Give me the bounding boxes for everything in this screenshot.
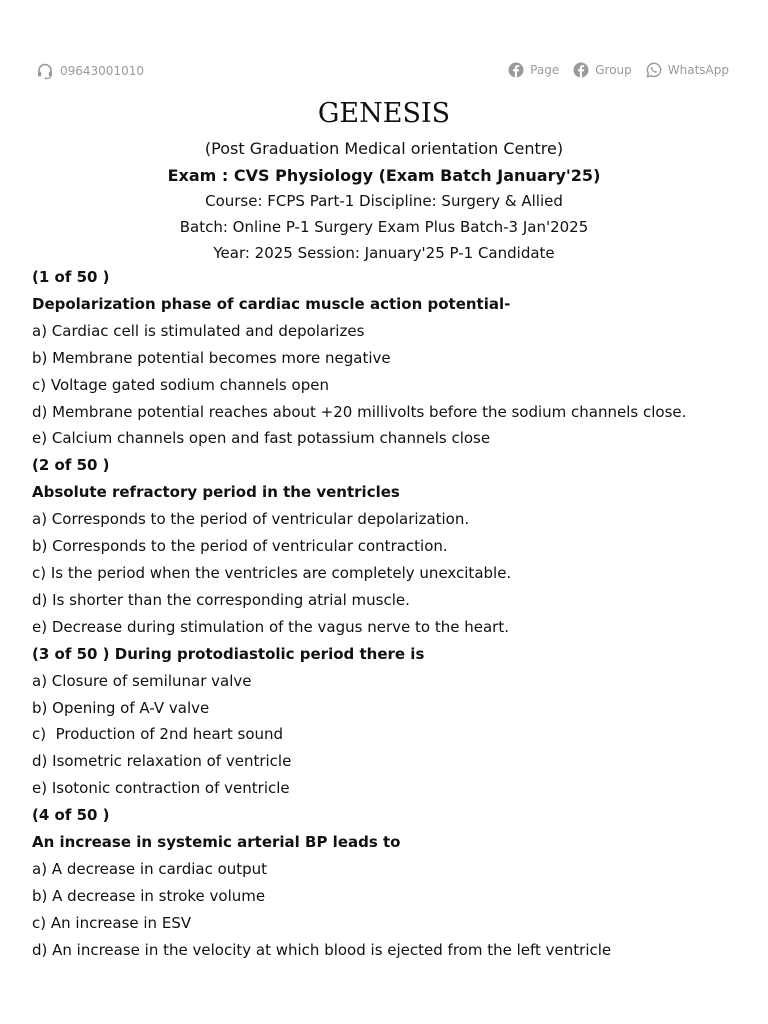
option-b: b) Opening of A-V valve — [32, 698, 210, 717]
question-stem: An increase in systemic arterial BP leads to — [32, 833, 401, 852]
option-b: b) Corresponds to the period of ventricular contraction. — [32, 537, 448, 556]
facebook-page-link[interactable] — [508, 62, 559, 78]
question-stem: (3 of 50 ) During protodiastolic period there is — [32, 644, 425, 663]
question-number: (1 of 50 ) — [32, 268, 110, 286]
year-session-info: Year: 2025 Session: January'25 P-1 Candidate — [213, 244, 555, 262]
option-b: b) Membrane potential becomes more negative — [32, 348, 391, 367]
facebook-icon — [508, 62, 524, 78]
page-link-label: Page — [530, 63, 560, 77]
question-stem: Absolute refractory period in the ventricles — [32, 483, 400, 502]
brand-subtitle: (Post Graduation Medical orientation Centre) — [204, 139, 564, 158]
question-list — [32, 264, 752, 964]
option-c: c) Production of 2nd heart sound — [32, 725, 284, 744]
phone-contact[interactable] — [36, 62, 144, 80]
course-info: Course: FCPS Part-1 Discipline: Surgery & Allied — [205, 192, 563, 210]
option-a: a) Closure of semilunar valve — [32, 671, 252, 690]
option-a: a) Corresponds to the period of ventricular depolarization. — [32, 510, 470, 529]
whatsapp-link[interactable] — [646, 62, 729, 78]
option-a: a) A decrease in cardiac output — [32, 859, 268, 878]
social-links — [508, 62, 729, 78]
exam-title: Exam : CVS Physiology (Exam Batch January'25) — [167, 166, 601, 185]
question-stem: Depolarization phase of cardiac muscle action potential- — [32, 294, 511, 313]
option-e: e) Decrease during stimulation of the vagus nerve to the heart. — [32, 617, 509, 636]
brand-title: GENESIS — [317, 98, 451, 129]
headset-icon — [36, 62, 54, 80]
question-number: (2 of 50 ) — [32, 456, 110, 475]
option-c: c) Is the period when the ventricles are completely unexcitable. — [32, 563, 512, 582]
question-number: (4 of 50 ) — [32, 806, 110, 825]
facebook-group-link[interactable] — [573, 62, 632, 78]
whatsapp-link-label: WhatsApp — [667, 63, 729, 77]
option-a: a) Cardiac cell is stimulated and depolarizes — [32, 321, 365, 340]
option-b: b) A decrease in stroke volume — [32, 886, 266, 905]
option-d: d) Isometric relaxation of ventricle — [32, 752, 292, 771]
top-bar — [36, 58, 732, 82]
batch-info: Batch: Online P-1 Surgery Exam Plus Batch-3 Jan'2025 — [179, 218, 589, 236]
whatsapp-icon — [646, 62, 662, 78]
option-d: d) Membrane potential reaches about +20 millivolts before the sodium channels close. — [32, 402, 687, 421]
document-header — [0, 96, 768, 266]
facebook-icon — [573, 62, 589, 78]
phone-number: 09643001010 — [60, 64, 144, 78]
group-link-label: Group — [595, 63, 632, 77]
option-d: d) An increase in the velocity at which blood is ejected from the left ventricle — [32, 940, 612, 959]
option-c: c) Voltage gated sodium channels open — [32, 375, 329, 394]
option-e: e) Calcium channels open and fast potassium channels close — [32, 429, 491, 448]
option-d: d) Is shorter than the corresponding atrial muscle. — [32, 590, 410, 609]
option-c: c) An increase in ESV — [32, 913, 192, 932]
option-e: e) Isotonic contraction of ventricle — [32, 779, 290, 798]
